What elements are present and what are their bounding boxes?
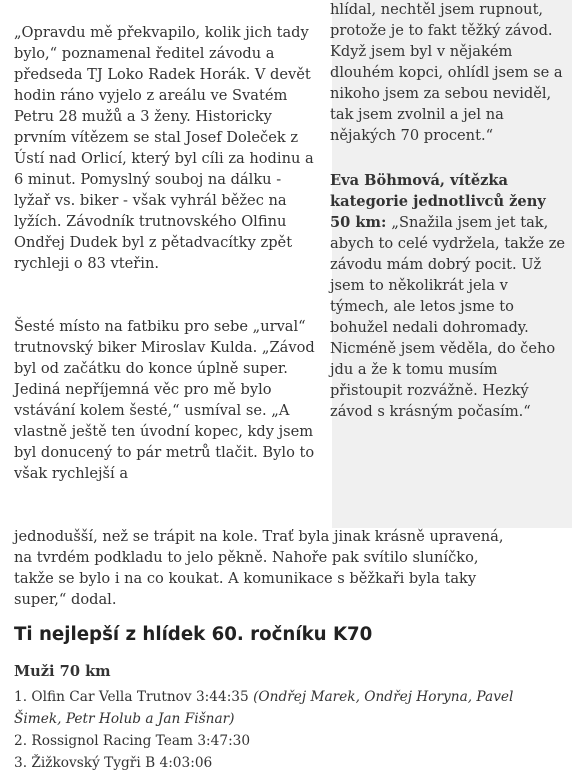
speaker-colon: :	[380, 214, 392, 231]
sidebar-quote-continued: hlídal, nechtěl jsem rupnout, protože je to fakt těžký závod. Když jsem byl v nějakém dlouhém kopci, ohlídl jsem se a nikoho jsem za sebou neviděl, tak jsem zvolnil a jel na nějakých 70 procent.“	[330, 1, 563, 144]
article-paragraph-2: Šesté místo na fatbiku pro sebe „urval“ trutnovský biker Miroslav Kulda. „Závod byl od začátku do konce úplně super. Jediná nepříjemná věc pro mě bylo vstávání kolem šesté,“ usmíval se. „A vlastně ještě ten úvodní kopec, kdy jsem byl donucený to pár metrů tlačit. Bylo to však rychlejší a	[14, 318, 315, 482]
speaker-name: Eva Böhmová, vítězka kategorie jednotlivců ženy 50 km	[330, 172, 546, 231]
results-title: Ti nejlepší z hlídek 60. ročníku K70	[14, 624, 373, 645]
result-text: 1. Olfin Car Vella Trutnov 3:44:35	[14, 689, 254, 705]
result-text: 3. Žižkovský Tygři B 4:03:06	[14, 755, 213, 771]
article-paragraph-2-tail: jednodušší, než se trápit na kole. Trať byla jinak krásně upravená, na tvrdém podkladu to jelo pěkně. Nahoře pak svítilo sluníčko, takže se bylo i na co koukat. A komunikace s běžkaři byla taky super,“ dodal.	[14, 528, 504, 608]
results-list	[14, 686, 534, 774]
results-subtitle: Muži 70 km	[14, 663, 111, 680]
sidebar-quote-eva	[330, 170, 568, 422]
article-left-column	[14, 22, 318, 484]
article-paragraph-1: „Opravdu mě překvapilo, kolik jich tady bylo,“ poznamenal ředitel závodu a předseda TJ Loko Radek Horák. V devět hodin ráno vyjelo z areálu ve Svatém Petru 28 mužů a 3 ženy. Historicky prvním vítězem se stal Josef Doleček z Ústí nad Orlicí, který byl cíli za hodinu a 6 minut. Pomyslný souboj na dálku - lyžař vs. biker - však vyhrál běžec na lyžích. Závodník trutnovského Olfinu Ondřej Dudek byl z pětadvacítky zpět rychleji o 83 vteřin.	[14, 24, 314, 272]
result-text: 2. Rossignol Racing Team 3:47:30	[14, 733, 251, 749]
result-item	[14, 730, 534, 752]
result-item	[14, 752, 534, 774]
sidebar-quotes	[330, 0, 568, 422]
article-paragraph-2-continued	[14, 526, 514, 610]
result-item	[14, 686, 534, 730]
speaker-quote: „Snažila jsem jet tak, abych to celé vydržela, takže ze závodu mám dobrý pocit. Už jsem to několikrát jela v týmech, ale letos jsme to bohužel nedali dohromady. Nicméně jsem věděla, do čeho jdu a že k tomu musím přistoupit rozvážně. Hezký závod s krásným počasím.“	[330, 214, 566, 420]
result-members: (Ondřej Marek, Ondřej Horyna, Pavel Šimek, Petr Holub a Jan Fišnar)	[14, 689, 514, 727]
